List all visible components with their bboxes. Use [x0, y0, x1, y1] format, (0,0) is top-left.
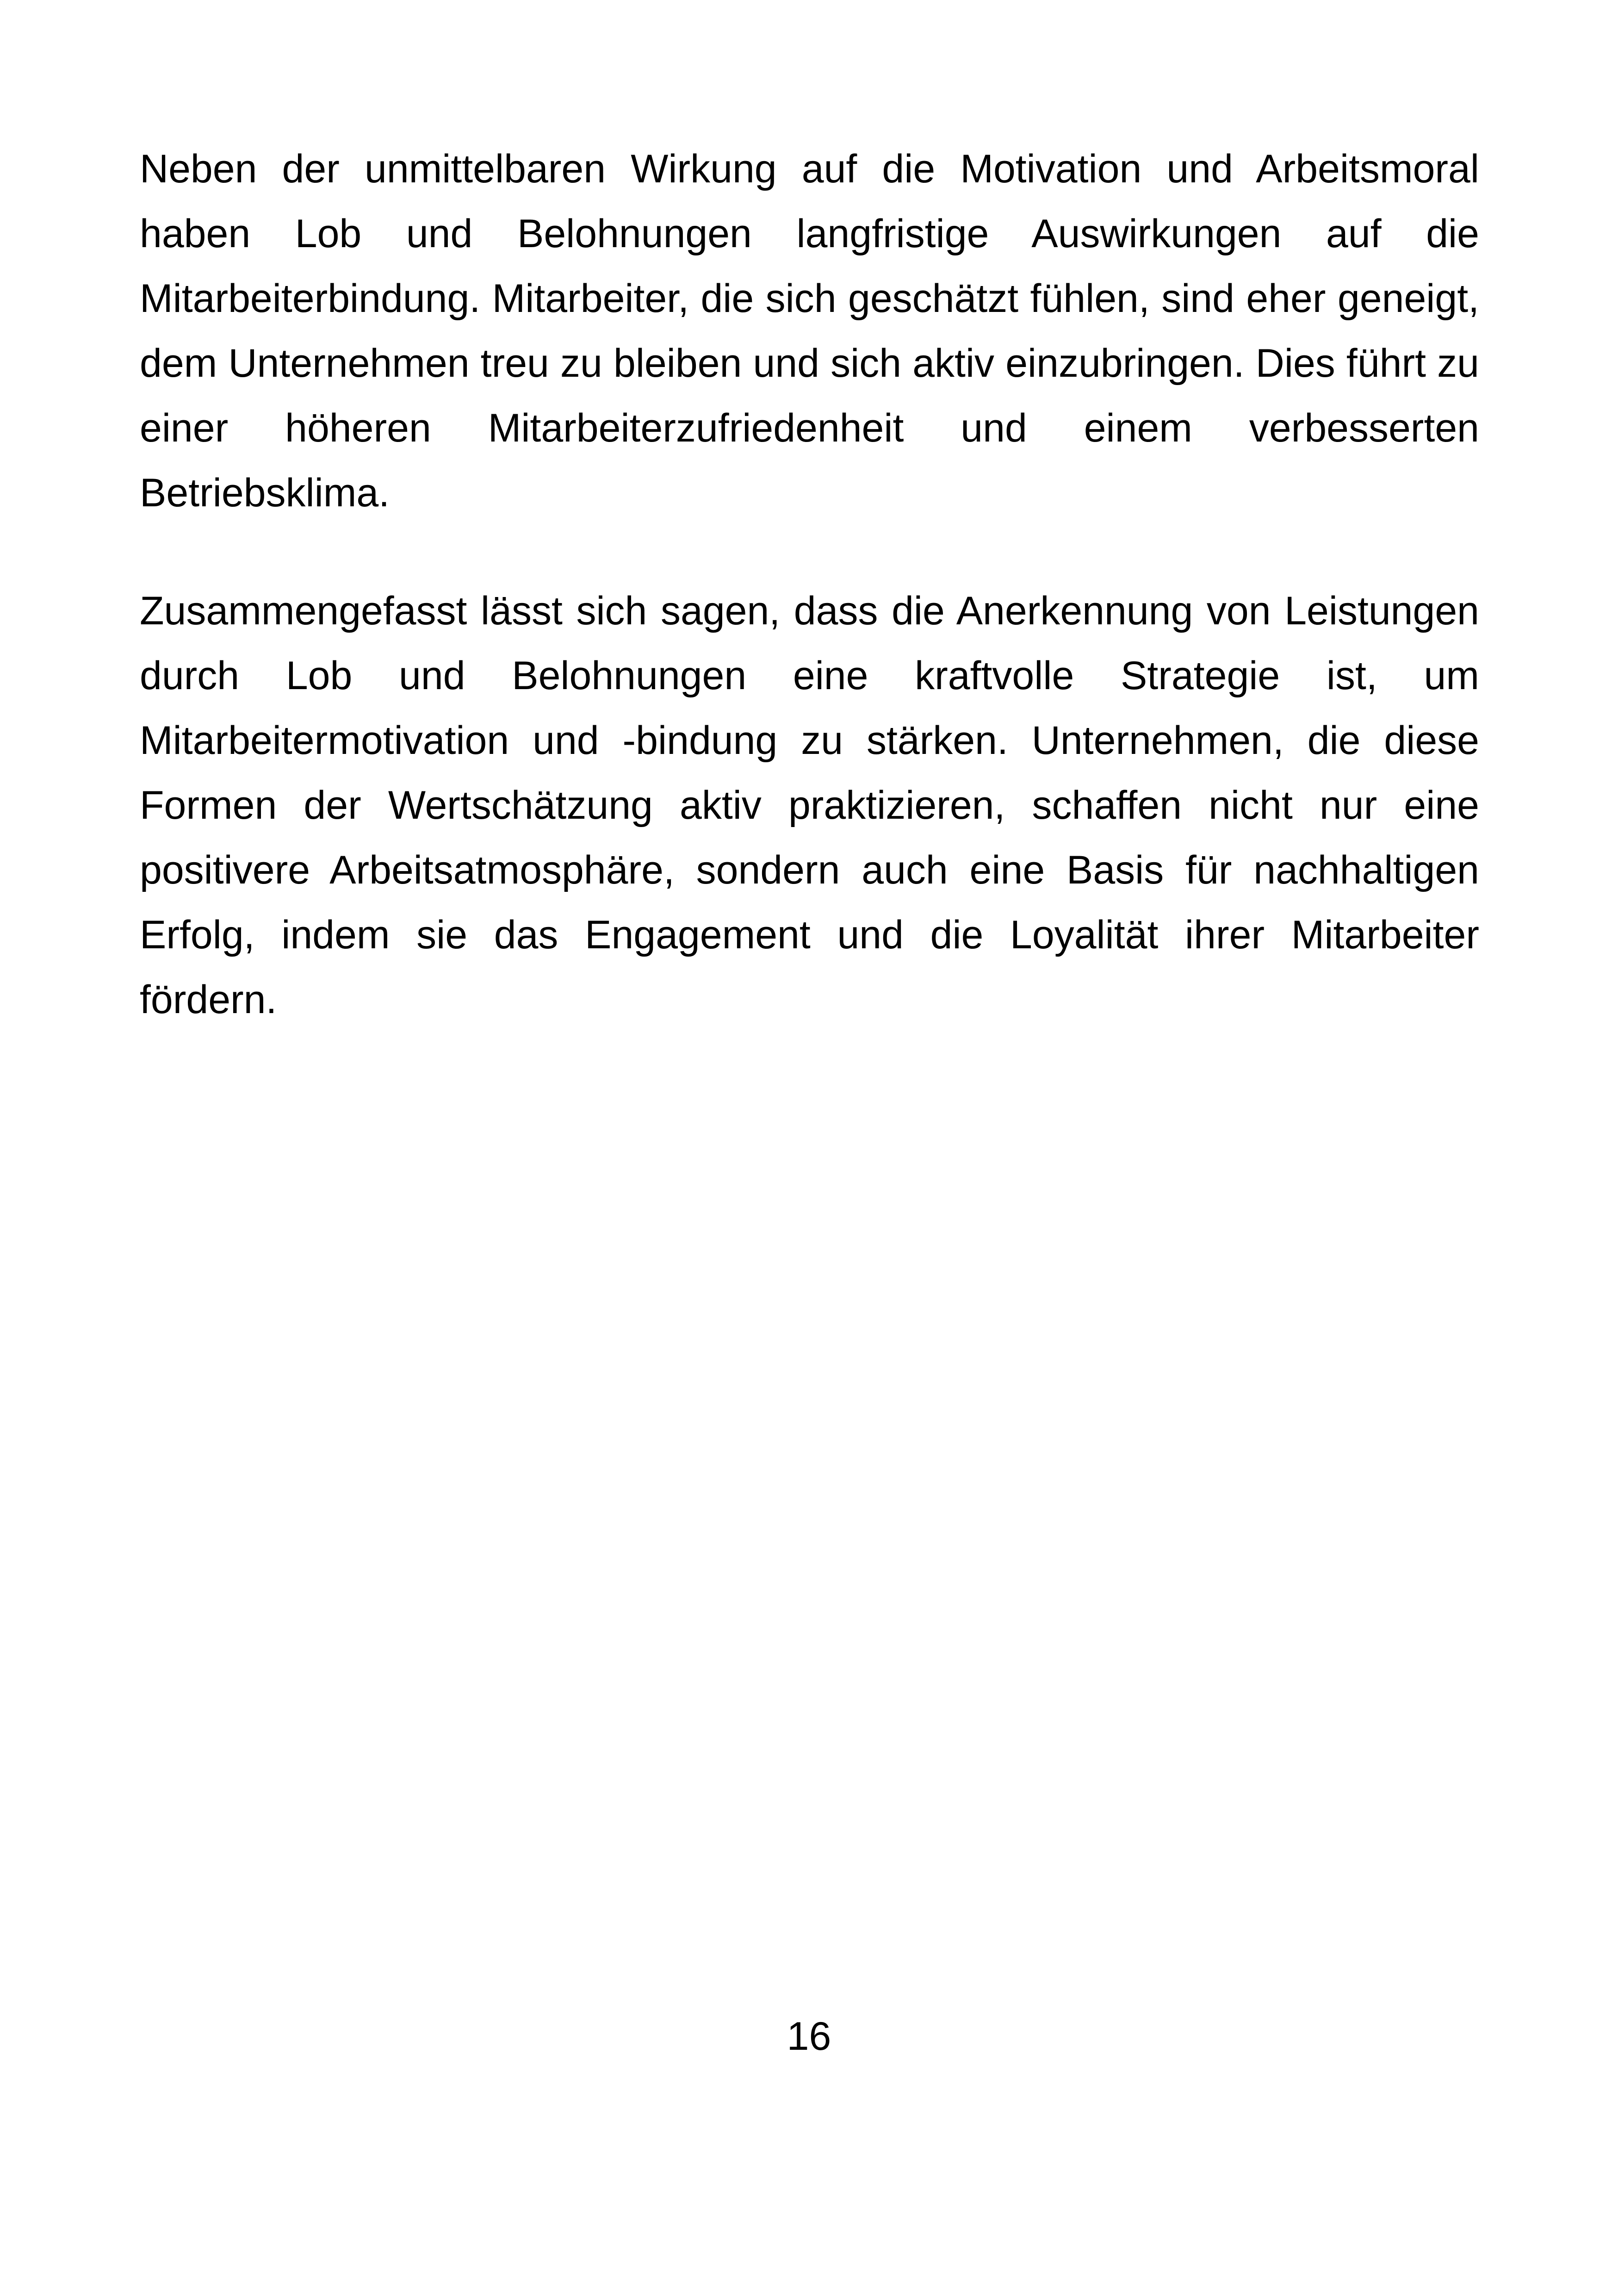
page-number: 16 — [787, 2014, 831, 2059]
body-paragraph-1: Neben der unmittelbaren Wirkung auf die Motivation und Arbeitsmoral haben Lob und Belohnungen langfristige Auswirkungen auf die Mitarbeiterbindung. Mitarbeiter, die sich geschätzt fühlen, sind eher geneigt, dem Unternehmen treu zu bleiben und sich aktiv einzubringen. Dies führt zu einer höheren Mitarbeiterzufriedenheit und einem verbesserten Betriebsklima. — [140, 147, 1479, 515]
body-paragraph-2: Zusammengefasst lässt sich sagen, dass die Anerkennung von Leistungen durch Lob und Belohnungen eine kraftvolle Strategie ist, um Mitarbeitermotivation und -bindung zu stärken. Unternehmen, die diese Formen der Wertschätzung aktiv praktizieren, schaffen nicht nur eine positivere Arbeitsatmosphäre, sondern auch eine Basis für nachhaltigen Erfolg, indem sie das Engagement und die Loyalität ihrer Mitarbeiter fördern. — [140, 589, 1479, 1022]
